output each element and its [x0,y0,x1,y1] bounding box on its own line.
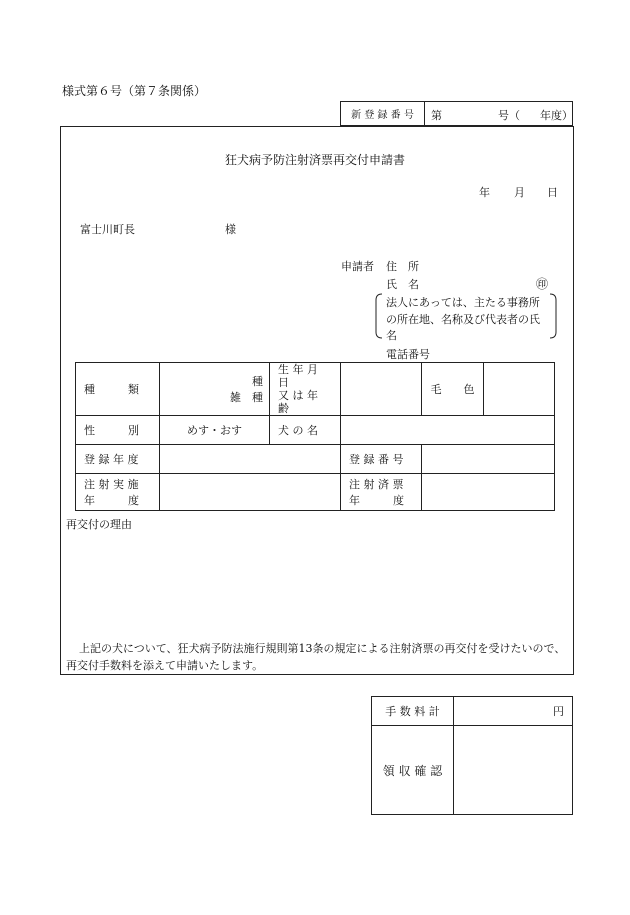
statement-line-1: 上記の犬について、狂犬病予防法施行規則第13条の規定による注射済票の再交付を受けたいので、 [79,642,566,655]
sex-label: 性 別 [76,416,160,445]
color-label: 毛 色 [422,363,484,416]
addressee-name: 富士川町長 [80,223,135,236]
table-row [76,416,555,445]
corp-note-line-2: の所在地、名称及び代表者の氏 [386,313,540,326]
table-row [76,445,555,474]
receipt-label: 領 収 確 認 [372,726,454,814]
reg-no-value [422,445,555,474]
statement-line-2: 再交付手数料を添えて申請いたします。 [66,659,264,672]
date-year: 年 [479,186,490,199]
dog-info-table [75,362,555,511]
date-day: 日 [547,186,558,199]
corp-note-line-3: 名 [386,329,397,342]
registration-nendo: 年度） [540,109,573,122]
date-month: 月 [514,186,525,199]
applicant-name: 氏 名 [386,278,419,291]
corp-note-line-1: 法人にあっては、主たる事務所 [386,296,540,309]
tag-year-label-cell [341,474,422,511]
inj-year-value [160,474,341,511]
reg-year-label: 登 録 年 度 [76,445,160,474]
applicant-address: 住 所 [386,260,419,273]
reg-year-value [160,445,341,474]
fee-total-label: 手 数 料 計 [372,697,454,726]
reason-label: 再交付の理由 [66,518,132,531]
seal-mark: ㊞ [536,277,549,291]
receipt-value [454,726,572,814]
dog-name-value [341,416,555,445]
kind-zasshu: 雑 種 [230,391,263,404]
applicant-label: 申請者 [341,260,374,273]
tag-year-label-1: 注 射 済 票 [349,478,404,491]
reg-no-label: 登 録 番 号 [341,445,422,474]
kind-value-cell [160,363,270,416]
dog-name-label: 犬 の 名 [270,416,341,445]
color-value [484,363,555,416]
birth-label-1: 生 年 月 日 [278,363,318,389]
inj-year-label-1: 注 射 実 施 [84,478,139,491]
addressee-sama: 様 [225,223,236,236]
birth-value [341,363,422,416]
kind-shu: 種 [252,375,263,388]
fee-box [371,696,573,815]
tag-year-value [422,474,555,511]
inj-year-label-2: 年 度 [84,494,139,507]
inj-year-label-cell [76,474,160,511]
tag-year-label-2: 年 度 [349,494,404,507]
sex-value: めす・おす [160,416,270,445]
applicant-phone: 電話番号 [386,348,430,361]
fee-yen: 円 [454,697,572,726]
birth-label-2: 又 は 年 齢 [278,389,318,415]
form-number: 様式第６号（第７条関係） [62,84,207,98]
registration-label: 新 登 録 番 号 [341,102,425,125]
birth-label-cell [270,363,341,416]
registration-go: 号（ [498,109,520,122]
table-row [76,474,555,511]
table-row [76,363,555,416]
registration-box [340,101,573,126]
kind-label: 種 類 [76,363,160,416]
registration-dai: 第 [431,109,442,122]
form-title: 狂犬病予防注射済票再交付申請書 [224,153,405,167]
